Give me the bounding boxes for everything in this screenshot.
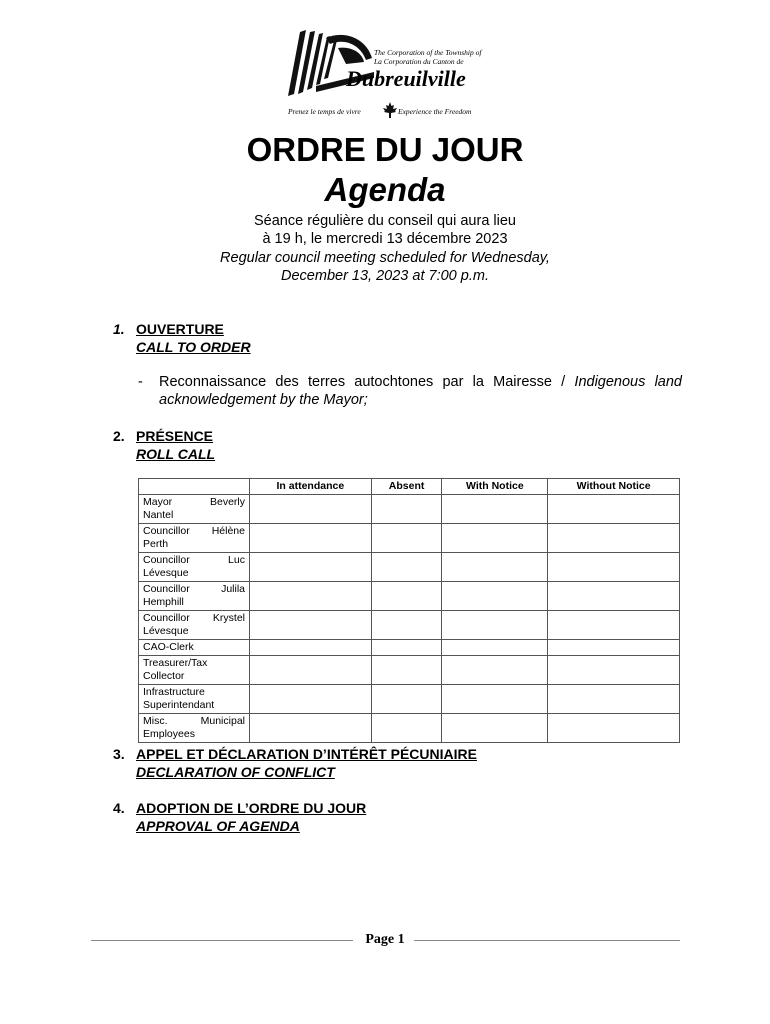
cell-without-notice[interactable]	[548, 656, 680, 685]
attendee-name-line-2: Perth	[143, 538, 169, 550]
attendee-name	[139, 611, 250, 640]
attendee-name-line-1: Councillor Hélène	[143, 525, 245, 537]
page-title-en: Agenda	[324, 171, 446, 208]
meeting-desc-en-2: December 13, 2023 at 7:00 p.m.	[281, 268, 489, 284]
cell-absent[interactable]	[371, 685, 442, 714]
section-title-en: DECLARATION OF CONFLICT	[136, 764, 335, 780]
header-cell-in-attendance: In attendance	[250, 479, 372, 495]
logo-name: Dubreuilville	[346, 66, 466, 91]
cell-absent[interactable]	[371, 611, 442, 640]
section-number: 3.	[113, 746, 125, 762]
cell-absent[interactable]	[371, 714, 442, 743]
cell-in-attendance[interactable]	[250, 495, 372, 524]
section-title-fr: OUVERTURE	[136, 321, 224, 337]
cell-with-notice[interactable]	[442, 685, 548, 714]
section-title-en: CALL TO ORDER	[136, 339, 251, 355]
cell-with-notice[interactable]	[442, 714, 548, 743]
bullet-line-1	[159, 373, 682, 391]
attendee-name-line-1: Misc. Municipal	[143, 715, 245, 727]
section-number: 2.	[113, 428, 125, 444]
cell-without-notice[interactable]	[548, 611, 680, 640]
attendee-name	[139, 495, 250, 524]
page-title: ORDRE DU JOUR	[246, 131, 524, 168]
attendee-name-line-1: Councillor Krystel	[143, 612, 245, 624]
cell-with-notice[interactable]	[442, 553, 548, 582]
header-cell-without-notice: Without Notice	[548, 479, 680, 495]
attendee-name-line-2: Lévesque	[143, 625, 189, 637]
table-row	[139, 582, 680, 611]
cell-absent[interactable]	[371, 495, 442, 524]
cell-without-notice[interactable]	[548, 640, 680, 656]
section-number: 1.	[113, 321, 125, 337]
table-row	[139, 553, 680, 582]
table-row	[139, 714, 680, 743]
attendee-name-line-1: Treasurer/Tax	[143, 657, 208, 669]
header-cell-with-notice: With Notice	[442, 479, 548, 495]
cell-with-notice[interactable]	[442, 524, 548, 553]
attendee-name-line-1: CAO-Clerk	[143, 641, 194, 653]
attendee-name	[139, 553, 250, 582]
attendee-name	[139, 640, 250, 656]
meeting-desc-en-1: Regular council meeting scheduled for Wednesday,	[220, 250, 550, 266]
meeting-desc-fr-1: Séance régulière du conseil qui aura lieu	[254, 213, 516, 229]
cell-without-notice[interactable]	[548, 495, 680, 524]
org-line-2: La Corporation du Canton de	[374, 57, 464, 66]
cell-in-attendance[interactable]	[250, 611, 372, 640]
org-line-1: The Corporation of the Township of	[374, 48, 482, 57]
cell-with-notice[interactable]	[442, 656, 548, 685]
cell-with-notice[interactable]	[442, 640, 548, 656]
header-cell-name	[139, 479, 250, 495]
attendance-table	[138, 478, 680, 743]
attendee-name-line-2: Collector	[143, 670, 185, 682]
attendee-name-line-2: Employees	[143, 728, 195, 740]
attendee-name-line-2: Hemphill	[143, 596, 184, 608]
attendee-name	[139, 524, 250, 553]
attendee-name-line-2: Superintendant	[143, 699, 215, 711]
maple-leaf-icon	[383, 102, 397, 118]
table-row	[139, 495, 680, 524]
table-row	[139, 656, 680, 685]
cell-without-notice[interactable]	[548, 524, 680, 553]
land-acknowledgement-item	[138, 373, 682, 409]
cell-absent[interactable]	[371, 582, 442, 611]
attendee-name-line-1: Councillor Luc	[143, 554, 245, 566]
section-title-fr: APPEL ET DÉCLARATION D’INTÉRÊT PÉCUNIAIRE	[136, 746, 477, 762]
cell-absent[interactable]	[371, 640, 442, 656]
bullet-dash: -	[138, 374, 143, 390]
section-call-to-order	[113, 320, 251, 356]
attendee-name	[139, 714, 250, 743]
attendee-name	[139, 685, 250, 714]
bullet-text-en-a: Indigenous land	[574, 374, 682, 390]
table-row	[139, 640, 680, 656]
cell-in-attendance[interactable]	[250, 582, 372, 611]
cell-without-notice[interactable]	[548, 582, 680, 611]
cell-with-notice[interactable]	[442, 495, 548, 524]
attendee-name	[139, 656, 250, 685]
cell-without-notice[interactable]	[548, 685, 680, 714]
attendee-name	[139, 582, 250, 611]
section-title-fr: ADOPTION DE L’ORDRE DU JOUR	[136, 800, 367, 816]
bullet-text-en-b: acknowledgement by the Mayor;	[159, 392, 368, 408]
cell-in-attendance[interactable]	[250, 656, 372, 685]
bullet-text-fr: Reconnaissance des terres autochtones par la Mairesse /	[159, 374, 575, 390]
attendee-name-line-1: Councillor Julila	[143, 583, 245, 595]
table-header-row	[139, 479, 680, 495]
section-declaration-of-conflict	[113, 745, 477, 781]
tagline-fr: Prenez le temps de vivre	[288, 107, 361, 116]
cell-with-notice[interactable]	[442, 582, 548, 611]
section-title-en: APPROVAL OF AGENDA	[136, 818, 300, 834]
section-title-fr: PRÉSENCE	[136, 428, 214, 444]
cell-in-attendance[interactable]	[250, 640, 372, 656]
cell-in-attendance[interactable]	[250, 553, 372, 582]
cell-without-notice[interactable]	[548, 714, 680, 743]
cell-absent[interactable]	[371, 524, 442, 553]
table-row	[139, 685, 680, 714]
section-number: 4.	[113, 800, 125, 816]
cell-in-attendance[interactable]	[250, 524, 372, 553]
attendee-name-line-1: Infrastructure	[143, 686, 205, 698]
table-row	[139, 611, 680, 640]
tagline-en: Experience the Freedom	[398, 107, 472, 116]
table-row	[139, 524, 680, 553]
attendee-name-line-2: Lévesque	[143, 567, 189, 579]
section-roll-call	[113, 427, 215, 463]
cell-in-attendance[interactable]	[250, 685, 372, 714]
header-cell-absent: Absent	[371, 479, 442, 495]
meeting-desc-fr-2: à 19 h, le mercredi 13 décembre 2023	[262, 231, 508, 247]
cell-without-notice[interactable]	[548, 553, 680, 582]
cell-in-attendance[interactable]	[250, 714, 372, 743]
cell-absent[interactable]	[371, 553, 442, 582]
township-logo	[286, 28, 486, 120]
attendee-name-line-2: Nantel	[143, 509, 174, 521]
cell-with-notice[interactable]	[442, 611, 548, 640]
page-number: Page 1	[365, 932, 405, 947]
attendee-name-line-1: Mayor Beverly	[143, 496, 245, 508]
cell-absent[interactable]	[371, 656, 442, 685]
section-approval-of-agenda	[113, 799, 366, 835]
section-title-en: ROLL CALL	[136, 446, 216, 462]
